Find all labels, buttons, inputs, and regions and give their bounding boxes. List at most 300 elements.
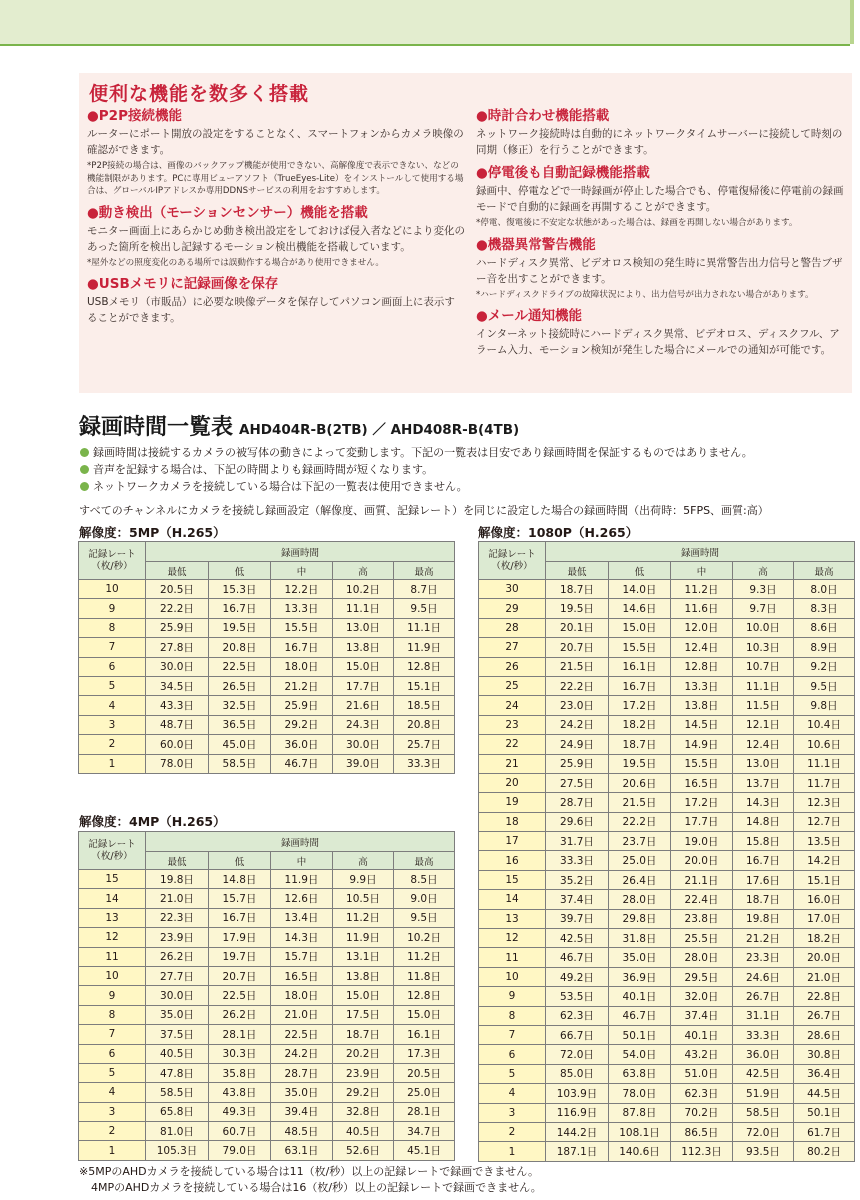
time-cell: 25.7日 — [394, 735, 455, 754]
time-cell: 18.7日 — [546, 580, 609, 599]
feature-heading: ●P2P接続機能 — [87, 108, 182, 124]
time-cell: 12.8日 — [394, 657, 455, 676]
rate-header-line: 記録レート — [88, 548, 136, 560]
time-cell: 25.0日 — [609, 851, 671, 870]
time-cell: 32.5日 — [209, 696, 271, 715]
time-cell: 17.6日 — [733, 870, 794, 889]
time-cell: 8.5日 — [394, 870, 455, 889]
table-row — [479, 696, 855, 715]
time-cell: 12.6日 — [271, 889, 333, 908]
table-label-1080p: 解像度：1080P（H.265） — [478, 525, 639, 540]
time-cell: 29.8日 — [609, 909, 671, 928]
footnote-item: 4MPのAHDカメラを接続している場合は16（枚/秒）以上の記録レートで録画できません。 — [91, 1181, 542, 1194]
table-row — [79, 1025, 455, 1044]
time-cell: 13.1日 — [333, 947, 394, 966]
recording-intro: すべてのチャンネルにカメラを接続し録画設定（解像度、画質、記録レート）を同じに設定した場合の録画時間（出荷時：5FPS、画質:高） — [79, 504, 769, 517]
time-cell: 51.0日 — [671, 1064, 733, 1083]
time-cell: 12.4日 — [733, 735, 794, 754]
table-row — [79, 657, 455, 676]
time-cell: 16.7日 — [609, 676, 671, 695]
rate-cell: 20 — [479, 773, 546, 792]
time-cell: 26.4日 — [609, 870, 671, 889]
time-cell: 21.6日 — [333, 696, 394, 715]
quality-header: 最高 — [394, 852, 455, 870]
time-cell: 13.8日 — [333, 638, 394, 657]
time-cell: 21.5日 — [546, 657, 609, 676]
time-cell: 19.5日 — [546, 599, 609, 618]
time-cell: 11.6日 — [671, 599, 733, 618]
rate-cell: 8 — [479, 1006, 546, 1025]
time-cell: 16.5日 — [671, 773, 733, 792]
time-cell: 144.2日 — [546, 1122, 609, 1141]
time-cell: 28.7日 — [546, 793, 609, 812]
time-cell: 28.1日 — [209, 1025, 271, 1044]
time-cell: 11.1日 — [794, 754, 855, 773]
table-row — [479, 735, 855, 754]
time-cell: 30.0日 — [146, 986, 209, 1005]
time-cell: 35.0日 — [609, 948, 671, 967]
time-cell: 10.4日 — [794, 715, 855, 734]
time-cell: 40.1日 — [671, 1025, 733, 1044]
time-cell: 39.0日 — [333, 754, 394, 773]
feature-body: モニター画面上にあらかじめ動き検出設定をしておけば侵入者などにより変化のあった箇所を検出し記録するモーション検出機能を搭載しています。 — [87, 224, 465, 253]
table-label-4mp: 解像度：4MP（H.265） — [79, 814, 226, 829]
rate-header — [79, 542, 146, 580]
rate-cell: 11 — [479, 948, 546, 967]
time-cell: 187.1日 — [546, 1142, 609, 1161]
time-cell: 15.0日 — [333, 657, 394, 676]
time-cell: 23.0日 — [546, 696, 609, 715]
rate-cell: 3 — [479, 1103, 546, 1122]
table-5mp — [78, 541, 455, 774]
features-panel — [79, 73, 852, 393]
time-cell: 20.0日 — [794, 948, 855, 967]
time-cell: 26.7日 — [733, 987, 794, 1006]
time-cell: 40.5日 — [146, 1044, 209, 1063]
time-cell: 11.9日 — [333, 928, 394, 947]
recording-title — [79, 410, 519, 441]
time-cell: 15.0日 — [394, 1005, 455, 1024]
time-cell: 54.0日 — [609, 1045, 671, 1064]
time-cell: 28.7日 — [271, 1063, 333, 1082]
time-cell: 17.2日 — [671, 793, 733, 812]
feature-clock-sync — [476, 107, 846, 158]
time-cell: 14.2日 — [794, 851, 855, 870]
table-row — [79, 947, 455, 966]
time-cell: 42.5日 — [733, 1064, 794, 1083]
time-cell: 25.9日 — [271, 696, 333, 715]
rate-cell: 3 — [79, 715, 146, 734]
table-row — [479, 1006, 855, 1025]
rate-cell: 14 — [79, 889, 146, 908]
rate-cell: 8 — [79, 618, 146, 637]
time-cell: 49.3日 — [209, 1102, 271, 1121]
table-row — [479, 618, 855, 637]
time-cell: 10.5日 — [333, 889, 394, 908]
footnote-item: ※5MPのAHDカメラを接続している場合は11（枚/秒）以上の記録レートで録画できません。 — [79, 1165, 539, 1178]
time-cell: 19.5日 — [609, 754, 671, 773]
quality-header: 低 — [609, 562, 671, 580]
time-cell: 13.0日 — [333, 618, 394, 637]
time-cell: 22.2日 — [146, 599, 209, 618]
table-row — [479, 929, 855, 948]
rate-cell: 4 — [79, 1083, 146, 1102]
feature-note: *屋外などの照度変化のある場所では誤動作する場合があり使用できません。 — [87, 257, 385, 268]
time-cell: 49.2日 — [546, 967, 609, 986]
time-cell: 18.7日 — [609, 735, 671, 754]
time-cell: 63.8日 — [609, 1064, 671, 1083]
time-cell: 25.9日 — [546, 754, 609, 773]
table-row — [79, 1141, 455, 1160]
time-cell: 11.1日 — [733, 676, 794, 695]
table-row — [479, 1103, 855, 1122]
time-cell: 22.2日 — [546, 676, 609, 695]
rate-cell: 4 — [79, 696, 146, 715]
time-cell: 13.4日 — [271, 908, 333, 927]
time-cell: 16.7日 — [209, 599, 271, 618]
time-cell: 44.5日 — [794, 1084, 855, 1103]
time-cell: 25.5日 — [671, 929, 733, 948]
time-cell: 27.7日 — [146, 966, 209, 985]
feature-heading: ●停電後も自動記録機能搭載 — [476, 165, 650, 181]
rate-cell: 28 — [479, 618, 546, 637]
time-cell: 23.3日 — [733, 948, 794, 967]
time-cell: 43.8日 — [209, 1083, 271, 1102]
quality-header: 高 — [333, 562, 394, 580]
time-cell: 36.0日 — [733, 1045, 794, 1064]
time-cell: 40.5日 — [333, 1122, 394, 1141]
quality-header: 最高 — [394, 562, 455, 580]
feature-heading: ●動き検出（モーションセンサー）機能を搭載 — [87, 204, 368, 221]
table-row — [79, 908, 455, 927]
rate-cell: 1 — [479, 1142, 546, 1161]
rate-cell: 21 — [479, 754, 546, 773]
time-cell: 23.9日 — [146, 928, 209, 947]
rate-header — [479, 542, 546, 580]
quality-header: 中 — [271, 852, 333, 870]
time-cell: 11.8日 — [394, 966, 455, 985]
quality-header: 最高 — [794, 562, 855, 580]
time-cell: 13.0日 — [733, 754, 794, 773]
time-cell: 15.3日 — [209, 580, 271, 599]
table-row — [79, 986, 455, 1005]
time-cell: 65.8日 — [146, 1102, 209, 1121]
feature-heading: ●時計合わせ機能搭載 — [476, 108, 610, 124]
rate-cell: 7 — [79, 638, 146, 657]
footnotes — [79, 1164, 542, 1196]
recording-notes — [79, 444, 859, 495]
quality-header: 最低 — [146, 852, 209, 870]
time-cell: 26.2日 — [209, 1005, 271, 1024]
time-cell: 86.5日 — [671, 1122, 733, 1141]
time-cell: 37.5日 — [146, 1025, 209, 1044]
rate-cell: 10 — [479, 967, 546, 986]
time-cell: 81.0日 — [146, 1122, 209, 1141]
time-cell: 20.7日 — [209, 966, 271, 985]
table-row — [79, 599, 455, 618]
rate-cell: 12 — [79, 928, 146, 947]
time-cell: 25.0日 — [394, 1083, 455, 1102]
feature-heading: ●メール通知機能 — [476, 308, 583, 324]
table-row — [79, 735, 455, 754]
table-row — [479, 676, 855, 695]
rate-cell: 9 — [79, 986, 146, 1005]
feature-motion-detect — [87, 204, 465, 270]
table-row — [479, 1084, 855, 1103]
time-cell: 12.2日 — [271, 580, 333, 599]
rate-cell: 2 — [479, 1122, 546, 1141]
time-cell: 29.2日 — [271, 715, 333, 734]
table-row — [479, 715, 855, 734]
table-row — [79, 618, 455, 637]
time-cell: 112.3日 — [671, 1142, 733, 1161]
rate-header-unit: （枚/秒） — [91, 850, 133, 862]
time-cell: 14.8日 — [209, 870, 271, 889]
time-cell: 21.1日 — [671, 870, 733, 889]
time-cell: 21.2日 — [733, 929, 794, 948]
time-cell: 14.3日 — [271, 928, 333, 947]
table-row — [479, 832, 855, 851]
rate-cell: 12 — [479, 929, 546, 948]
time-cell: 87.8日 — [609, 1103, 671, 1122]
feature-power-recovery — [476, 164, 846, 230]
time-cell: 22.4日 — [671, 890, 733, 909]
features-title: 便利な機能を数多く搭載 — [89, 83, 310, 105]
time-cell: 11.9日 — [271, 870, 333, 889]
time-cell: 36.4日 — [794, 1064, 855, 1083]
time-cell: 15.7日 — [271, 947, 333, 966]
table-row — [79, 676, 455, 695]
time-cell: 19.0日 — [671, 832, 733, 851]
table-row — [479, 599, 855, 618]
table-4mp — [78, 831, 455, 1161]
rate-header — [79, 832, 146, 870]
time-cell: 80.2日 — [794, 1142, 855, 1161]
time-cell: 21.5日 — [609, 793, 671, 812]
time-cell: 17.3日 — [394, 1044, 455, 1063]
table-row — [479, 1122, 855, 1141]
time-cell: 14.5日 — [671, 715, 733, 734]
time-cell: 11.7日 — [794, 773, 855, 792]
rate-cell: 1 — [79, 754, 146, 773]
time-cell: 12.1日 — [733, 715, 794, 734]
time-cell: 37.4日 — [546, 890, 609, 909]
time-cell: 10.2日 — [394, 928, 455, 947]
rate-cell: 26 — [479, 657, 546, 676]
time-cell: 24.2日 — [546, 715, 609, 734]
rate-cell: 7 — [479, 1025, 546, 1044]
rate-cell: 15 — [479, 870, 546, 889]
table-row — [79, 754, 455, 773]
time-cell: 17.0日 — [794, 909, 855, 928]
time-cell: 8.3日 — [794, 599, 855, 618]
quality-header: 高 — [733, 562, 794, 580]
rate-cell: 9 — [479, 987, 546, 1006]
feature-note: *P2P接続の場合は、画像のバックアップ機能が使用できない、高解像度で表示できない、などの機能制限があります。PCに専用ビューアソフト（TrueEyes-Lite）をインストールして使用する場合は、グローバルIPアドレスか専用DDNSサービスの利用をおすすめします。 — [87, 161, 464, 196]
time-cell: 78.0日 — [609, 1084, 671, 1103]
time-cell: 16.0日 — [794, 890, 855, 909]
time-cell: 20.7日 — [546, 638, 609, 657]
time-cell: 15.8日 — [733, 832, 794, 851]
time-cell: 12.7日 — [794, 812, 855, 831]
time-cell: 62.3日 — [546, 1006, 609, 1025]
rate-cell: 5 — [79, 1063, 146, 1082]
table-row — [479, 773, 855, 792]
time-cell: 11.2日 — [671, 580, 733, 599]
quality-header: 低 — [209, 852, 271, 870]
table-row — [479, 1142, 855, 1161]
time-cell: 24.3日 — [333, 715, 394, 734]
time-cell: 26.7日 — [794, 1006, 855, 1025]
time-cell: 61.7日 — [794, 1122, 855, 1141]
time-cell: 13.3日 — [271, 599, 333, 618]
table-row — [479, 812, 855, 831]
time-cell: 19.8日 — [146, 870, 209, 889]
time-cell: 30.3日 — [209, 1044, 271, 1063]
rate-cell: 6 — [79, 1044, 146, 1063]
time-cell: 18.2日 — [794, 929, 855, 948]
time-cell: 15.1日 — [794, 870, 855, 889]
time-cell: 21.2日 — [271, 676, 333, 695]
time-cell: 12.0日 — [671, 618, 733, 637]
table-row — [79, 1044, 455, 1063]
rate-cell: 27 — [479, 638, 546, 657]
time-cell: 15.5日 — [609, 638, 671, 657]
time-cell: 10.6日 — [794, 735, 855, 754]
table-row — [479, 987, 855, 1006]
rate-cell: 17 — [479, 832, 546, 851]
time-cell: 13.5日 — [794, 832, 855, 851]
table-row — [479, 909, 855, 928]
table-row — [79, 1102, 455, 1121]
time-cell: 11.5日 — [733, 696, 794, 715]
table-row — [79, 1005, 455, 1024]
table-row — [479, 1045, 855, 1064]
rate-cell: 10 — [79, 580, 146, 599]
time-cell: 50.1日 — [609, 1025, 671, 1044]
time-cell: 11.2日 — [333, 908, 394, 927]
time-cell: 9.2日 — [794, 657, 855, 676]
time-cell: 11.2日 — [394, 947, 455, 966]
time-cell: 66.7日 — [546, 1025, 609, 1044]
time-cell: 30.0日 — [333, 735, 394, 754]
feature-body: ルーターにポート開放の設定をすることなく、スマートフォンからカメラ映像の確認ができます。 — [87, 128, 464, 156]
table-row — [79, 966, 455, 985]
rate-cell: 5 — [79, 676, 146, 695]
time-cell: 8.7日 — [394, 580, 455, 599]
feature-note: *停電、復電後に不安定な状態があった場合は、録画を再開しない場合があります。 — [476, 218, 798, 228]
top-banner — [0, 0, 850, 46]
time-cell: 14.8日 — [733, 812, 794, 831]
rate-cell: 22 — [479, 735, 546, 754]
time-cell: 63.1日 — [271, 1141, 333, 1160]
time-cell: 22.2日 — [609, 812, 671, 831]
time-cell: 19.7日 — [209, 947, 271, 966]
time-cell: 36.9日 — [609, 967, 671, 986]
time-cell: 23.8日 — [671, 909, 733, 928]
time-cell: 17.5日 — [333, 1005, 394, 1024]
recording-time-header: 録画時間 — [546, 542, 855, 562]
table-row — [479, 967, 855, 986]
features-right-column — [476, 107, 846, 364]
time-cell: 22.8日 — [794, 987, 855, 1006]
time-cell: 15.5日 — [671, 754, 733, 773]
time-cell: 15.0日 — [609, 618, 671, 637]
time-cell: 9.5日 — [394, 599, 455, 618]
time-cell: 24.6日 — [733, 967, 794, 986]
table-row — [479, 870, 855, 889]
time-cell: 13.8日 — [671, 696, 733, 715]
table-row — [79, 928, 455, 947]
table-label-5mp: 解像度：5MP（H.265） — [79, 525, 226, 540]
feature-mail — [476, 307, 846, 358]
time-cell: 21.0日 — [271, 1005, 333, 1024]
time-cell: 16.1日 — [394, 1025, 455, 1044]
table-row — [479, 793, 855, 812]
time-cell: 58.5日 — [733, 1103, 794, 1122]
recording-title-main: 録画時間一覧表 — [79, 415, 234, 440]
rate-cell: 4 — [479, 1084, 546, 1103]
time-cell: 9.8日 — [794, 696, 855, 715]
time-cell: 40.1日 — [609, 987, 671, 1006]
time-cell: 30.8日 — [794, 1045, 855, 1064]
time-cell: 36.5日 — [209, 715, 271, 734]
time-cell: 43.2日 — [671, 1045, 733, 1064]
rate-cell: 7 — [79, 1025, 146, 1044]
time-cell: 12.4日 — [671, 638, 733, 657]
time-cell: 34.5日 — [146, 676, 209, 695]
time-cell: 9.9日 — [333, 870, 394, 889]
rate-cell: 23 — [479, 715, 546, 734]
time-cell: 8.9日 — [794, 638, 855, 657]
time-cell: 16.7日 — [271, 638, 333, 657]
time-cell: 18.7日 — [733, 890, 794, 909]
time-cell: 28.0日 — [671, 948, 733, 967]
rate-header-line: 記録レート — [488, 548, 536, 560]
feature-body: インターネット接続時にハードディスク異常、ビデオロス、ディスクフル、アラーム入力、モーション検知が発生した場合にメールでの通知が可能です。 — [476, 328, 840, 356]
rate-cell: 14 — [479, 890, 546, 909]
time-cell: 11.1日 — [333, 599, 394, 618]
time-cell: 46.7日 — [609, 1006, 671, 1025]
time-cell: 48.7日 — [146, 715, 209, 734]
time-cell: 48.5日 — [271, 1122, 333, 1141]
feature-warning — [476, 236, 846, 302]
time-cell: 9.7日 — [733, 599, 794, 618]
feature-heading: ●USBメモリに記録画像を保存 — [87, 276, 279, 292]
time-cell: 42.5日 — [546, 929, 609, 948]
time-cell: 16.1日 — [609, 657, 671, 676]
time-cell: 51.9日 — [733, 1084, 794, 1103]
time-cell: 29.5日 — [671, 967, 733, 986]
time-cell: 25.9日 — [146, 618, 209, 637]
rate-cell: 15 — [79, 870, 146, 889]
time-cell: 16.5日 — [271, 966, 333, 985]
time-cell: 58.5日 — [146, 1083, 209, 1102]
rate-header-line: 記録レート — [88, 838, 136, 850]
time-cell: 17.2日 — [609, 696, 671, 715]
time-cell: 35.2日 — [546, 870, 609, 889]
rate-header-unit: （枚/秒） — [491, 560, 533, 572]
time-cell: 15.0日 — [333, 986, 394, 1005]
time-cell: 13.8日 — [333, 966, 394, 985]
table-row — [479, 1025, 855, 1044]
time-cell: 60.7日 — [209, 1122, 271, 1141]
feature-p2p — [87, 107, 465, 198]
rate-cell: 19 — [479, 793, 546, 812]
table-row — [79, 715, 455, 734]
time-cell: 19.5日 — [209, 618, 271, 637]
time-cell: 29.2日 — [333, 1083, 394, 1102]
